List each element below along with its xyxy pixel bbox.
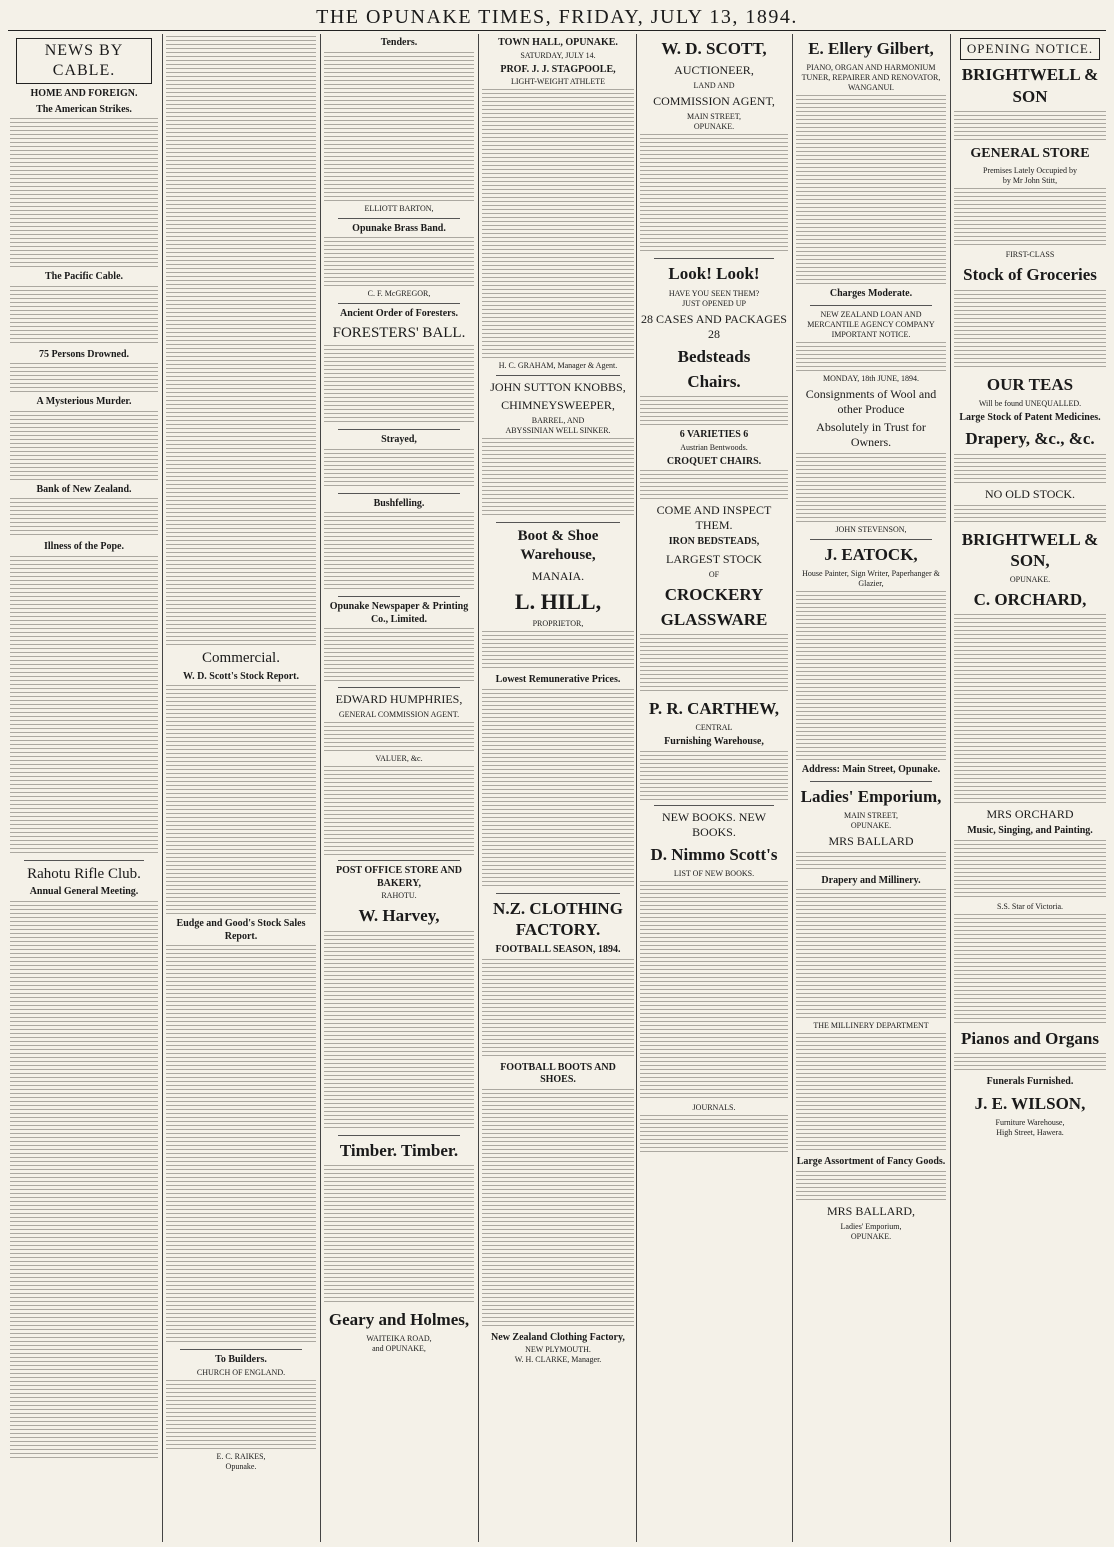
varieties: 6 VARIETIES 6 [679, 429, 749, 440]
clarke: W. H. CLARKE, Manager. [514, 1355, 602, 1364]
ad-text [954, 111, 1106, 141]
ad-text [796, 95, 946, 285]
landing: FIRST-CLASS [1005, 250, 1055, 260]
trust: Absolutely in Trust for Owners. [816, 419, 926, 449]
top-rule [8, 30, 1106, 31]
brightwell: BRIGHTWELL & SON [961, 65, 1099, 106]
drapery: Drapery and Millinery. [821, 874, 921, 886]
ad-text [954, 614, 1106, 804]
abyssinian: ABYSSINIAN WELL SINKER. [505, 426, 611, 435]
furnishing: Furnishing Warehouse, [664, 736, 764, 748]
furniture: Furniture Warehouse, [995, 1117, 1065, 1127]
column-rule [636, 34, 637, 1542]
waiteika: WAITEIKA ROAD, [366, 1334, 432, 1343]
column-2 [166, 34, 316, 1542]
ad-heading: Bushfelling. [373, 497, 425, 509]
ad-text [954, 188, 1106, 248]
ad-text [796, 591, 946, 761]
signature: C. F. McGREGOR, [367, 289, 431, 298]
ad-text [796, 889, 946, 1019]
main: MAIN STREET, [686, 112, 742, 122]
ad-text [482, 959, 634, 1059]
article-heading: Annual General Meeting. [29, 886, 139, 898]
boot-warehouse: Boot & Shoe Warehouse, [517, 528, 599, 563]
inspect: COME AND INSPECT THEM. [656, 503, 772, 532]
opunake2: OPUNAKE. [850, 1231, 892, 1241]
hill: L. HILL, [514, 588, 602, 614]
article-heading: W. D. Scott's Stock Report. [182, 670, 299, 682]
ad-text [482, 1089, 634, 1329]
column-6 [796, 34, 946, 1542]
ad-text [640, 470, 788, 500]
column-5 [640, 34, 788, 1542]
nz-clothing: N.Z. CLOTHING FACTORY. [493, 898, 623, 939]
column-rule [320, 34, 321, 1542]
fancy: Large Assortment of Fancy Goods. [796, 1156, 946, 1168]
unequalled: Will be found UNEQUALLED. [978, 398, 1082, 408]
groceries: Stock of Groceries [963, 265, 1097, 285]
timber: Timber. Timber. [339, 1140, 459, 1160]
article-text [10, 901, 158, 1461]
general: GENERAL STORE [970, 145, 1090, 161]
ad-text [640, 881, 788, 1101]
nzloan: NEW ZEALAND LOAN AND MERCANTILE AGENCY COMPANY [807, 309, 935, 329]
article-heading: Eudge and Good's Stock Sales Report. [176, 918, 306, 942]
central: CENTRAL [695, 723, 733, 733]
ad-text [482, 631, 634, 671]
harvey: W. Harvey, [358, 906, 440, 926]
ad-text [640, 634, 788, 694]
gca: GENERAL COMMISSION AGENT. [338, 710, 460, 720]
football: FOOTBALL SEASON, 1894. [495, 944, 621, 955]
proprietor: PROPRIETOR, [532, 619, 584, 628]
ad-heading: Ancient Order of Foresters. [340, 308, 458, 319]
opunake: OPUNAKE. [850, 820, 892, 830]
orchard: C. ORCHARD, [973, 590, 1087, 609]
ad-heading: Tenders. [380, 37, 418, 48]
emporium2: Ladies' Emporium, [840, 1221, 902, 1231]
article-heading: 75 Persons Drowned. [38, 348, 130, 360]
list: LIST OF NEW BOOKS. [673, 869, 755, 878]
ad-text [796, 453, 946, 523]
tuner: PIANO, ORGAN AND HARMONIUM TUNER, REPAIRER AND RENOVATOR, WANGANUI. [801, 63, 941, 93]
wilson: J. E. WILSON, [974, 1093, 1086, 1113]
scott: W. D. SCOTT, [661, 39, 767, 58]
bedsteads: Bedsteads [677, 346, 751, 366]
opening: OPENING NOTICE. [960, 38, 1100, 60]
ad-text [954, 454, 1106, 484]
teas: OUR TEAS [986, 374, 1074, 394]
column-4 [482, 34, 634, 1542]
plymouth: NEW PLYMOUTH. [525, 1345, 591, 1354]
ad-text [796, 1033, 946, 1153]
millinery: THE MILLINERY DEPARTMENT [813, 1021, 929, 1031]
ad-text [954, 290, 1106, 370]
emporium: Ladies' Emporium, [800, 786, 942, 806]
lowest: Lowest Remunerative Prices. [495, 674, 621, 685]
drapery: Drapery, &c., &c. [965, 429, 1095, 449]
club-title: Rahotu Rifle Club. [27, 865, 141, 882]
sweeper: CHIMNEYSWEEPER, [501, 398, 615, 412]
gilbert: E. Ellery Gilbert, [808, 39, 934, 58]
ad-text [954, 505, 1106, 525]
geary: Geary and Holmes, [328, 1309, 470, 1329]
masthead: THE OPUNAKE TIMES, FRIDAY, JULY 13, 1894. [316, 6, 798, 28]
mainst: MAIN STREET, [843, 810, 899, 820]
commercial-title: Commercial. [202, 650, 280, 666]
premises: Premises Lately Occupied by [983, 166, 1077, 176]
look: Look! Look! [668, 264, 760, 284]
ad-text [640, 396, 788, 426]
graham: H. C. GRAHAM, Manager & Agent. [498, 361, 618, 370]
ad-text [640, 1115, 788, 1155]
boots: FOOTBALL BOOTS AND SHOES. [500, 1061, 616, 1085]
monday: MONDAY, 18th JUNE, 1894. [822, 373, 919, 383]
opunake: OPUNAKE. [693, 122, 735, 132]
ad-text [640, 134, 788, 254]
article-text [10, 498, 158, 538]
carthew: P. R. CARTHEW, [649, 699, 779, 718]
address: Address: Main Street, Opunake. [801, 764, 941, 775]
stitt: by Mr John Stitt, [1002, 176, 1058, 186]
ad-text [796, 1171, 946, 1201]
column-rule [478, 34, 479, 1542]
ad-text [324, 628, 474, 683]
ad-text [954, 1053, 1106, 1073]
article-text [166, 685, 316, 915]
oldstock: NO OLD STOCK. [984, 486, 1076, 501]
article-text [166, 945, 316, 1345]
ad-heading: Opunake Newspaper & Printing Co., Limited. [329, 601, 469, 625]
column-1 [10, 34, 158, 1542]
books: NEW BOOKS. NEW BOOKS. [661, 809, 767, 839]
patent: Large Stock of Patent Medicines. [959, 411, 1101, 423]
ball-title: FORESTERS' BALL. [332, 324, 466, 341]
seen: HAVE YOU SEEN THEM? [668, 288, 760, 298]
opunake: OPUNAKE. [1009, 575, 1051, 584]
place: Opunake. [225, 1461, 257, 1471]
prof: PROF. J. J. STAGPOOLE, [500, 63, 616, 75]
ad-text [482, 438, 634, 518]
humphries: EDWARD HUMPHRIES, [335, 692, 463, 707]
valuer: VALUER, &c. [375, 754, 423, 764]
ad-text [324, 766, 474, 856]
news-title: NEWS BY CABLE. [16, 38, 152, 84]
star: S.S. Star of Victoria. [996, 901, 1064, 911]
commission: COMMISSION AGENT, [653, 94, 775, 109]
column-rule [950, 34, 951, 1542]
article-heading: The Pacific Cable. [44, 271, 124, 282]
consign: Consignments of Wool and other Produce [805, 386, 937, 416]
of: OF [708, 569, 720, 579]
ad-text [324, 237, 474, 287]
ad-text [796, 852, 946, 872]
stevenson: JOHN STEVENSON, [835, 524, 907, 534]
glassware: GLASSWARE [660, 609, 768, 629]
ad-heading: Opunake Brass Band. [352, 222, 446, 234]
ad-text [324, 931, 474, 1131]
brightwell-2: BRIGHTWELL & SON, [961, 529, 1099, 570]
mrsorchard: MRS ORCHARD [986, 807, 1074, 822]
date: SATURDAY, JULY 14. [520, 50, 596, 60]
funerals: Funerals Furnished. [986, 1076, 1074, 1087]
and-opunake: and OPUNAKE, [372, 1344, 426, 1353]
manaia: MANAIA. [531, 568, 585, 583]
article-text [10, 363, 158, 393]
opened: JUST OPENED UP [682, 298, 746, 308]
column-rule [792, 34, 793, 1542]
article-text [10, 118, 158, 268]
signature: E. C. RAIKES, [216, 1451, 266, 1461]
athlete: LIGHT-WEIGHT ATHLETE [511, 77, 605, 86]
ad-text [324, 512, 474, 592]
ad-text [954, 914, 1106, 1024]
article-heading: Illness of the Pope. [44, 541, 124, 552]
ad-text [324, 1165, 474, 1305]
ballard: MRS BALLARD [828, 833, 914, 848]
column-7 [954, 34, 1106, 1542]
ad-text [482, 689, 634, 889]
music: Music, Singing, and Painting. [967, 825, 1093, 837]
ad-text [954, 840, 1106, 900]
column-3 [324, 34, 474, 1542]
painter: House Painter, Sign Writer, Paperhanger & Glazier, [802, 569, 940, 588]
knobbs: JOHN SUTTON KNOBBS, [490, 380, 626, 394]
eatock: J. EATOCK, [824, 544, 918, 564]
journals: JOURNALS. [692, 1103, 736, 1112]
article-text [10, 556, 158, 856]
ad-text [166, 1380, 316, 1450]
section-title: HOME AND FOREIGN. [30, 88, 138, 99]
ad-heading: POST OFFICE STORE AND BAKERY, [335, 865, 463, 889]
ad-text [324, 722, 474, 752]
branch: New Zealand Clothing Factory, [491, 1331, 625, 1343]
bentwoods: Austrian Bentwoods. [680, 442, 748, 452]
ad-text [324, 52, 474, 202]
mrs: MRS BALLARD, [826, 1203, 915, 1218]
iron: IRON BEDSTEADS, [668, 536, 760, 547]
article-heading: A Mysterious Murder. [36, 396, 132, 407]
pianos: Pianos and Organs [961, 1028, 1099, 1048]
article-text [10, 411, 158, 481]
land: LAND AND [693, 81, 735, 91]
auctioneer: AUCTIONEER, [674, 63, 754, 78]
nimmo: D. Nimmo Scott's [650, 844, 778, 864]
ad-text [324, 345, 474, 425]
notice: IMPORTANT NOTICE. [831, 329, 911, 339]
largest: LARGEST STOCK [666, 551, 762, 566]
ad-text [482, 89, 634, 359]
barrel: BARREL, AND [531, 416, 585, 425]
chairs: Chairs. [687, 371, 741, 391]
ad-text [640, 751, 788, 801]
article-text [10, 286, 158, 346]
croquet: CROQUET CHAIRS. [666, 455, 762, 467]
high: High Street, Hawera. [996, 1127, 1064, 1137]
charges: Charges Moderate. [829, 288, 913, 300]
signature: ELLIOTT BARTON, [364, 203, 434, 213]
ad-heading: TOWN HALL, OPUNAKE. [498, 37, 618, 48]
cases: 28 CASES AND PACKAGES 28 [641, 311, 787, 341]
church: CHURCH OF ENGLAND. [196, 1367, 286, 1377]
ad-text [324, 449, 474, 489]
ad-heading: Strayed, [381, 434, 417, 446]
ad-text [796, 342, 946, 372]
article-heading: Bank of New Zealand. [36, 483, 132, 495]
column-rule [162, 34, 163, 1542]
crockery: CROCKERY [664, 584, 764, 604]
article-text [166, 36, 316, 646]
ad-heading: To Builders. [215, 1354, 267, 1366]
rahotu: RAHOTU. [381, 891, 417, 901]
article-heading: The American Strikes. [36, 103, 132, 115]
